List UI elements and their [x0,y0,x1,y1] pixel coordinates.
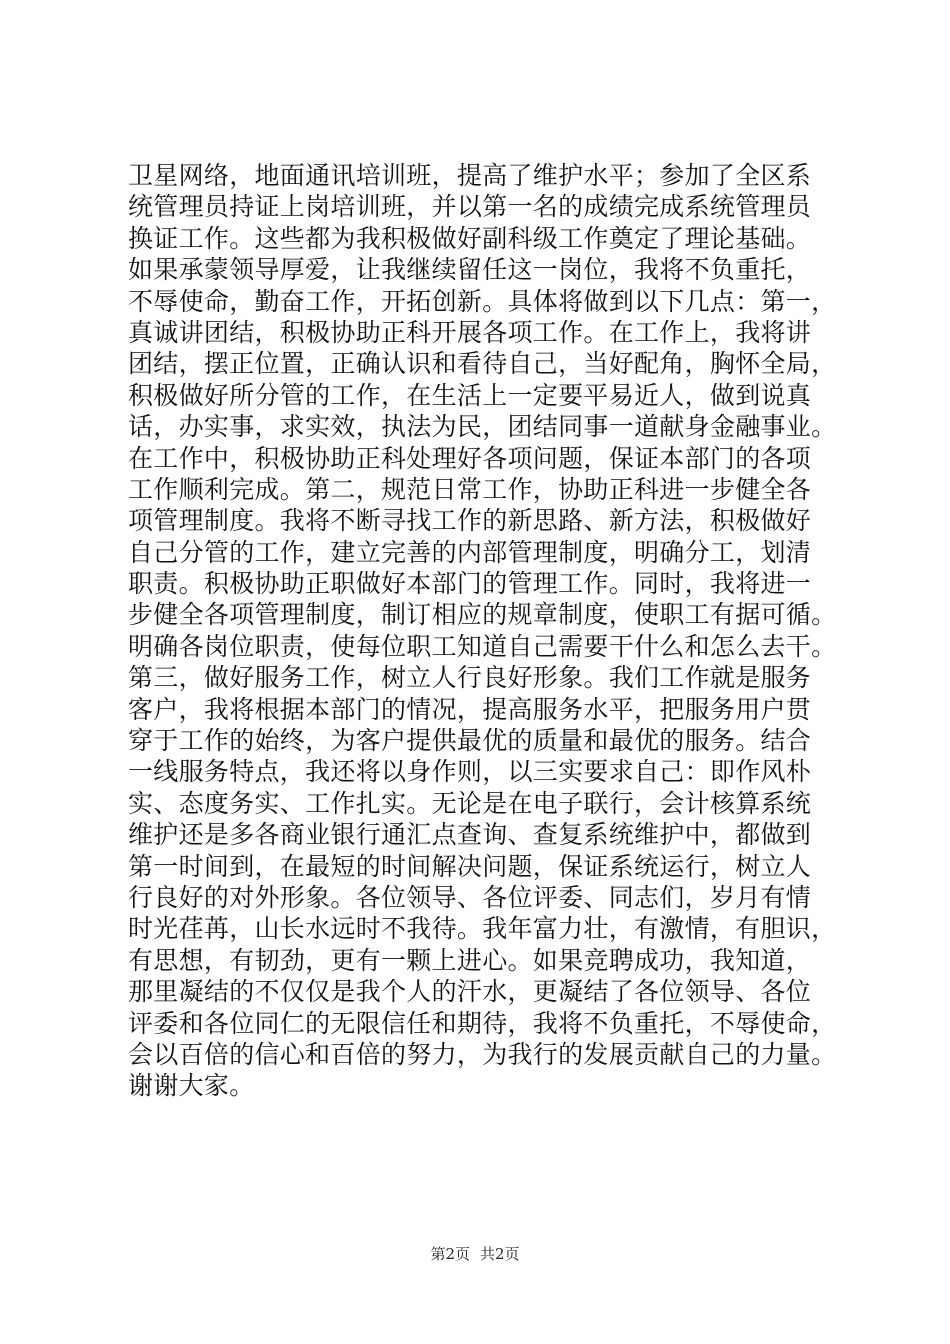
text-line: 谢谢大家。 [128,1071,255,1101]
text-line: 换证工作。这些都为我积极做好副科级工作奠定了理论基础。 [128,223,812,253]
page-number: 第2页 [430,1245,470,1263]
text-line: 步健全各项管理制度，制订相应的规章制度，使职工有据可循。 [128,600,837,630]
text-line: 工作顺利完成。第二，规范日常工作，协助正科进一步健全各 [128,474,812,504]
text-line: 行良好的对外形象。各位领导、各位评委、同志们，岁月有情 [128,882,812,912]
text-line: 那里凝结的不仅仅是我个人的汗水，更凝结了各位领导、各位 [128,977,812,1007]
text-line: 话，办实事，求实效，执法为民，团结同事一道献身金融事业。 [128,412,837,442]
text-line: 统管理员持证上岗培训班，并以第一名的成绩完成系统管理员 [128,192,812,222]
text-line: 团结，摆正位置，正确认识和看待自己，当好配角，胸怀全局， [128,349,837,379]
page-footer [0,1244,950,1264]
text-line: 在工作中，积极协助正科处理好各项问题，保证本部门的各项 [128,443,812,473]
text-line: 会以百倍的信心和百倍的努力，为我行的发展贡献自己的力量。 [128,1039,837,1069]
text-line: 卫星网络，地面通讯培训班，提高了维护水平；参加了全区系 [128,161,812,190]
text-line: 明确各岗位职责，使每位职工知道自己需要干什么和怎么去干。 [128,631,837,661]
text-line: 第三，做好服务工作，树立人行良好形象。我们工作就是服务 [128,663,812,693]
text-line: 如果承蒙领导厚爱，让我继续留任这一岗位，我将不负重托， [128,255,812,285]
text-line: 职责。积极协助正职做好本部门的管理工作。同时，我将进一 [128,569,812,599]
text-line: 积极做好所分管的工作，在生活上一定要平易近人，做到说真 [128,380,812,410]
text-line: 一线服务特点，我还将以身作则，以三实要求自己：即作风朴 [128,757,812,787]
text-line: 自己分管的工作，建立完善的内部管理制度，明确分工，划清 [128,537,812,567]
text-line: 评委和各位同仁的无限信任和期待，我将不负重托，不辱使命， [128,1008,837,1038]
text-line: 客户，我将根据本部门的情况，提高服务水平，把服务用户贯 [128,694,812,724]
document-body [128,160,868,1102]
text-line: 有思想，有韧劲，更有一颗上进心。如果竞聘成功，我知道， [128,945,812,975]
text-line: 项管理制度。我将不断寻找工作的新思路、新方法，积极做好 [128,506,812,536]
text-line: 穿于工作的始终，为客户提供最优的质量和最优的服务。结合 [128,726,812,756]
text-line: 不辱使命，勤奋工作，开拓创新。具体将做到以下几点：第一， [128,286,837,316]
text-line: 实、态度务实、工作扎实。无论是在电子联行，会计核算系统 [128,788,812,818]
text-line: 第一时间到，在最短的时间解决问题，保证系统运行，树立人 [128,851,812,881]
page-total: 共2页 [480,1245,520,1263]
text-line: 真诚讲团结，积极协助正科开展各项工作。在工作上，我将讲 [128,317,812,347]
text-line: 时光荏苒，山长水远时不我待。我年富力壮，有激情，有胆识， [128,914,837,944]
text-line: 维护还是多各商业银行通汇点查询、查复系统维护中，都做到 [128,820,812,850]
